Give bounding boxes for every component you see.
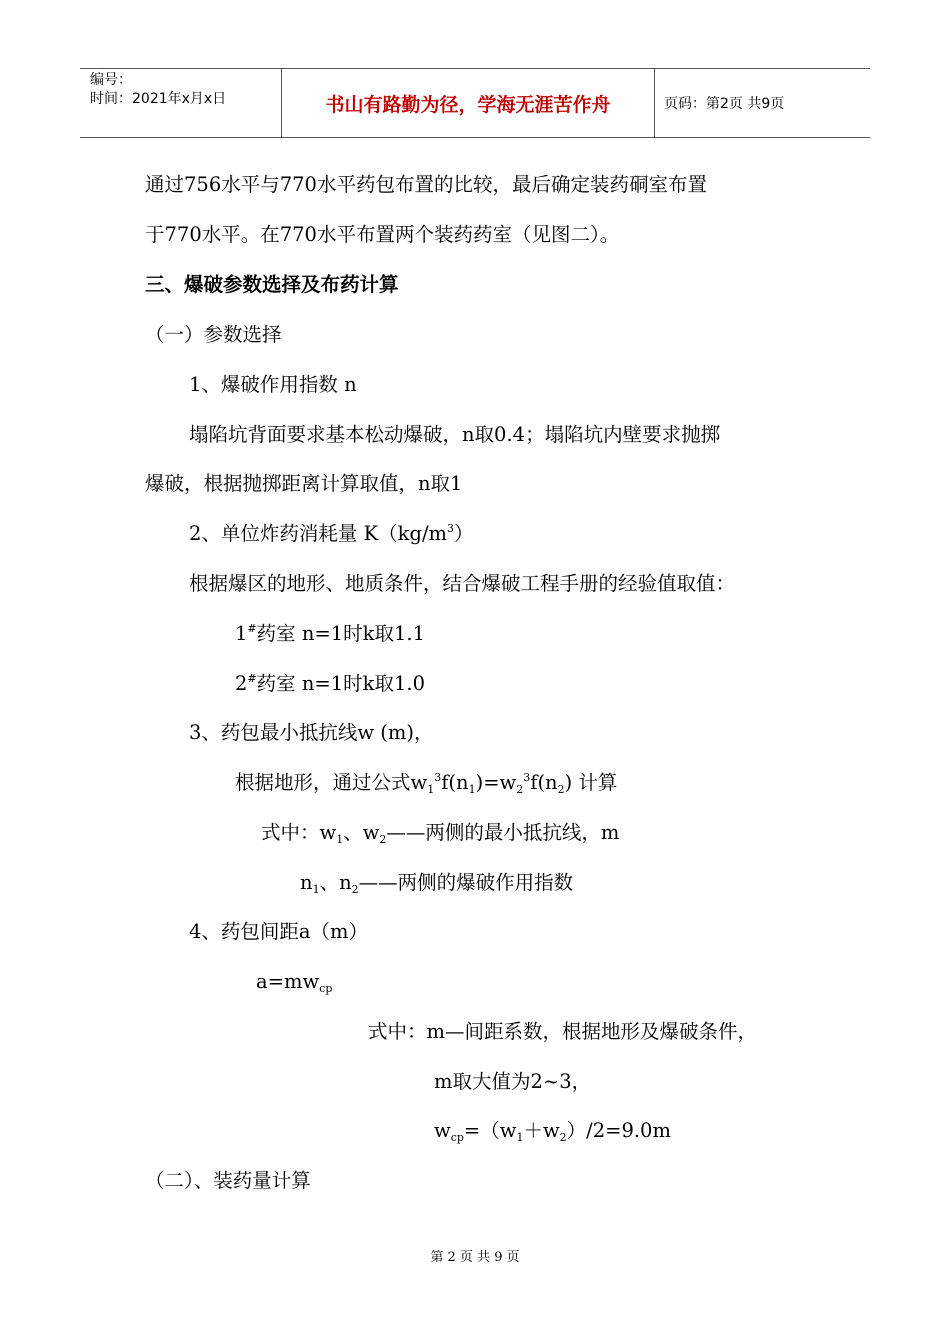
page-footer: 第 2 页 共 9 页 [430, 1250, 520, 1265]
superscript: # [247, 622, 257, 635]
paragraph-line: 于770水平。在770水平布置两个装药药室（见图二）。 [145, 223, 620, 246]
formula-line [235, 770, 617, 796]
subscript: 2 [379, 833, 387, 846]
header-meta [90, 71, 226, 109]
subscript: 2 [557, 783, 565, 796]
subscript: 1 [468, 783, 476, 796]
formula-text: a=mw [256, 970, 320, 993]
superscript: 3 [523, 771, 531, 784]
paragraph-line: 通过756水平与770水平药包布置的比较，最后确定装药硐室布置 [145, 173, 707, 196]
formula-text: 根据地形，通过公式w [235, 771, 428, 794]
formula-text: ）/2=9.0m [566, 1119, 671, 1142]
subscript: 2 [559, 1131, 567, 1144]
paragraph-line: 爆破，根据抛掷距离计算取值，n取1 [145, 472, 463, 495]
formula-text: ) 计算 [564, 771, 618, 794]
item-text: 2、单位炸药消耗量 K（kg/m [189, 522, 448, 545]
page-header [80, 68, 870, 138]
definition-line [261, 820, 619, 846]
subscript: cp [450, 1131, 464, 1144]
subscript: 1 [427, 783, 435, 796]
paragraph-line: 塌陷坑背面要求基本松动爆破，n取0.4；塌陷坑内壁要求抛掷 [189, 423, 721, 446]
definition-text: 式中：w [261, 821, 337, 844]
item-heading: 3、药包最小抵抗线w (m)， [189, 721, 434, 744]
formula-text: w [434, 1119, 451, 1142]
header-divider [654, 69, 655, 137]
subsection-heading: （二）、装药量计算 [145, 1169, 311, 1192]
header-motto: 书山有路勤为径，学海无涯苦作舟 [325, 93, 611, 116]
subscript: 2 [351, 883, 359, 896]
formula-line [434, 1118, 671, 1144]
definition-text: n [300, 871, 313, 894]
item-text: 药室 n=1时k取1.0 [256, 672, 425, 695]
subsection-heading: （一）参数选择 [145, 323, 282, 346]
item-text: 药室 n=1时k取1.1 [256, 622, 425, 645]
subscript: 1 [516, 1131, 524, 1144]
subscript: 2 [516, 783, 524, 796]
formula-text: )=w [475, 771, 517, 794]
header-time-label: 时间：2021年x月x日 [90, 91, 227, 107]
definition-text: ——两侧的爆破作用指数 [358, 871, 574, 894]
superscript: # [247, 672, 257, 685]
subscript: 1 [336, 833, 344, 846]
formula-text: =（w [463, 1119, 517, 1142]
subscript: 1 [312, 883, 320, 896]
superscript: 3 [447, 522, 455, 535]
formula-text: f(n [441, 771, 469, 794]
list-item [235, 621, 425, 647]
definition-line: m取大值为2~3， [434, 1070, 592, 1093]
header-page-label: 页码：第2页 共9页 [664, 96, 785, 112]
list-item [235, 671, 425, 697]
formula-text: ＋w [523, 1119, 560, 1142]
definition-line: 式中：m—间距系数，根据地形及爆破条件， [368, 1020, 757, 1043]
item-heading: 4、药包间距a（m） [189, 920, 369, 943]
item-heading: 1、爆破作用指数 n [189, 373, 357, 396]
paragraph-line: 根据爆区的地形、地质条件，结合爆破工程手册的经验值取值： [189, 572, 736, 595]
definition-text: ——两侧的最小抵抗线，m [386, 821, 620, 844]
subscript: cp [319, 982, 333, 995]
formula-text: f(n [530, 771, 558, 794]
definition-text: 、w [343, 821, 380, 844]
section-heading: 三、爆破参数选择及布药计算 [145, 273, 399, 296]
definition-text: 、n [319, 871, 352, 894]
superscript: 3 [434, 771, 442, 784]
item-text: ） [454, 522, 474, 545]
item-text: 2 [235, 672, 248, 695]
item-text: 1 [235, 622, 248, 645]
formula-line [256, 969, 332, 995]
definition-line [300, 870, 573, 896]
header-number-label: 编号： [90, 72, 132, 88]
item-heading [189, 521, 474, 547]
